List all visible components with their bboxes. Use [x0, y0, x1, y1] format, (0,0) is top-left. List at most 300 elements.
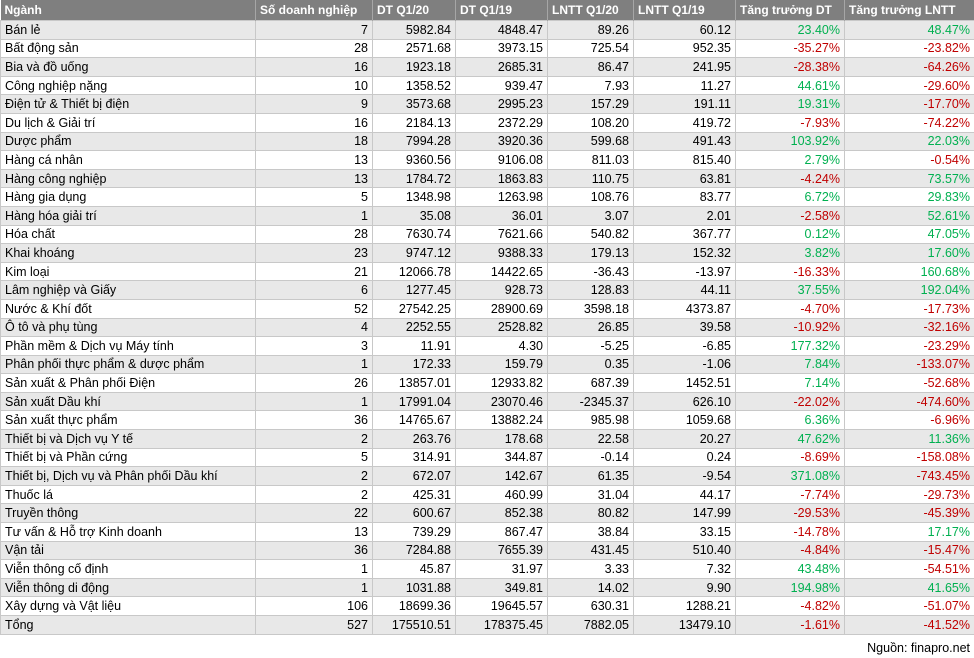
pretax-q1-20-cell: 38.84: [548, 523, 634, 542]
industry-cell: Bất động sản: [1, 39, 256, 58]
pretax-q1-20-cell: 179.13: [548, 244, 634, 263]
revenue-growth-cell: -16.33%: [736, 262, 845, 281]
revenue-q1-20-cell: 7284.88: [373, 541, 456, 560]
pretax-q1-20-cell: 540.82: [548, 225, 634, 244]
table-row: [1, 578, 974, 597]
company-count-cell: 6: [256, 281, 373, 300]
pretax-growth-cell: -54.51%: [845, 560, 974, 579]
company-count-cell: 13: [256, 151, 373, 170]
table-row: [1, 206, 974, 225]
industry-cell: Hàng công nghiệp: [1, 169, 256, 188]
table-row: [1, 225, 974, 244]
pretax-q1-19-cell: 815.40: [634, 151, 736, 170]
pretax-q1-20-cell: 3.33: [548, 560, 634, 579]
revenue-q1-20-cell: 314.91: [373, 448, 456, 467]
revenue-q1-20-cell: 425.31: [373, 485, 456, 504]
revenue-growth-cell: -4.70%: [736, 299, 845, 318]
revenue-q1-19-cell: 9106.08: [456, 151, 548, 170]
revenue-q1-20-cell: 1031.88: [373, 578, 456, 597]
pretax-growth-cell: 48.47%: [845, 21, 974, 40]
revenue-q1-19-cell: 939.47: [456, 76, 548, 95]
table-row: [1, 374, 974, 393]
header-tang-truong-lntt: Tăng trưởng LNTT: [845, 0, 974, 21]
company-count-cell: 527: [256, 616, 373, 635]
industry-cell: Nước & Khí đốt: [1, 299, 256, 318]
pretax-q1-20-cell: -36.43: [548, 262, 634, 281]
industry-cell: Phân phối thực phẩm & dược phẩm: [1, 355, 256, 374]
pretax-q1-19-cell: 63.81: [634, 169, 736, 188]
table-body: [1, 21, 974, 635]
revenue-q1-20-cell: 1358.52: [373, 76, 456, 95]
industry-cell: Bán lẻ: [1, 21, 256, 40]
pretax-growth-cell: -51.07%: [845, 597, 974, 616]
pretax-q1-19-cell: 83.77: [634, 188, 736, 207]
revenue-growth-cell: 6.36%: [736, 411, 845, 430]
industry-cell: Hóa chất: [1, 225, 256, 244]
revenue-growth-cell: -14.78%: [736, 523, 845, 542]
revenue-q1-19-cell: 3973.15: [456, 39, 548, 58]
pretax-q1-20-cell: 86.47: [548, 58, 634, 77]
revenue-growth-cell: 371.08%: [736, 467, 845, 486]
pretax-q1-19-cell: -1.06: [634, 355, 736, 374]
company-count-cell: 4: [256, 318, 373, 337]
company-count-cell: 1: [256, 560, 373, 579]
revenue-q1-20-cell: 600.67: [373, 504, 456, 523]
revenue-q1-19-cell: 867.47: [456, 523, 548, 542]
revenue-growth-cell: 37.55%: [736, 281, 845, 300]
industry-cell: Sản xuất Dầu khí: [1, 392, 256, 411]
revenue-growth-cell: -1.61%: [736, 616, 845, 635]
revenue-q1-19-cell: 2685.31: [456, 58, 548, 77]
revenue-growth-cell: -28.38%: [736, 58, 845, 77]
revenue-q1-20-cell: 17991.04: [373, 392, 456, 411]
revenue-q1-20-cell: 7630.74: [373, 225, 456, 244]
pretax-q1-19-cell: 13479.10: [634, 616, 736, 635]
pretax-q1-20-cell: 108.20: [548, 113, 634, 132]
pretax-q1-19-cell: 626.10: [634, 392, 736, 411]
industry-cell: Hàng cá nhân: [1, 151, 256, 170]
pretax-growth-cell: -15.47%: [845, 541, 974, 560]
industry-cell: Sản xuất & Phân phối Điện: [1, 374, 256, 393]
company-count-cell: 5: [256, 448, 373, 467]
industry-cell: Phần mềm & Dịch vụ Máy tính: [1, 337, 256, 356]
revenue-q1-20-cell: 172.33: [373, 355, 456, 374]
pretax-growth-cell: 47.05%: [845, 225, 974, 244]
revenue-growth-cell: -4.84%: [736, 541, 845, 560]
revenue-growth-cell: 3.82%: [736, 244, 845, 263]
revenue-growth-cell: -7.93%: [736, 113, 845, 132]
industry-cell: Viễn thông di động: [1, 578, 256, 597]
pretax-growth-cell: -17.73%: [845, 299, 974, 318]
pretax-q1-19-cell: 419.72: [634, 113, 736, 132]
table-row: [1, 430, 974, 449]
table-row: [1, 337, 974, 356]
pretax-q1-20-cell: 157.29: [548, 95, 634, 114]
revenue-q1-19-cell: 2372.29: [456, 113, 548, 132]
revenue-q1-20-cell: 2252.55: [373, 318, 456, 337]
revenue-q1-19-cell: 9388.33: [456, 244, 548, 263]
industry-cell: Hàng hóa giải trí: [1, 206, 256, 225]
company-count-cell: 5: [256, 188, 373, 207]
source-note: Nguồn: finapro.net: [867, 641, 970, 655]
table-row: [1, 58, 974, 77]
header-so-doanh-nghiep: Số doanh nghiệp: [256, 0, 373, 21]
pretax-growth-cell: -23.29%: [845, 337, 974, 356]
company-count-cell: 1: [256, 392, 373, 411]
table-row: [1, 467, 974, 486]
revenue-q1-20-cell: 14765.67: [373, 411, 456, 430]
revenue-growth-cell: 177.32%: [736, 337, 845, 356]
pretax-growth-cell: -52.68%: [845, 374, 974, 393]
revenue-q1-20-cell: 3573.68: [373, 95, 456, 114]
pretax-growth-cell: 17.17%: [845, 523, 974, 542]
table-row: [1, 76, 974, 95]
revenue-q1-20-cell: 9747.12: [373, 244, 456, 263]
pretax-growth-cell: -29.73%: [845, 485, 974, 504]
company-count-cell: 52: [256, 299, 373, 318]
revenue-growth-cell: -35.27%: [736, 39, 845, 58]
company-count-cell: 2: [256, 430, 373, 449]
pretax-q1-19-cell: 9.90: [634, 578, 736, 597]
header-dt-q1-20: DT Q1/20: [373, 0, 456, 21]
industry-cell: Vận tải: [1, 541, 256, 560]
header-dt-q1-19: DT Q1/19: [456, 0, 548, 21]
company-count-cell: 3: [256, 337, 373, 356]
table-row: [1, 318, 974, 337]
revenue-q1-20-cell: 11.91: [373, 337, 456, 356]
industry-cell: Xây dựng và Vật liệu: [1, 597, 256, 616]
revenue-q1-19-cell: 1263.98: [456, 188, 548, 207]
revenue-q1-20-cell: 5982.84: [373, 21, 456, 40]
pretax-q1-19-cell: 44.11: [634, 281, 736, 300]
revenue-q1-19-cell: 159.79: [456, 355, 548, 374]
pretax-q1-19-cell: 1452.51: [634, 374, 736, 393]
company-count-cell: 2: [256, 485, 373, 504]
revenue-q1-19-cell: 14422.65: [456, 262, 548, 281]
company-count-cell: 28: [256, 225, 373, 244]
pretax-q1-20-cell: 128.83: [548, 281, 634, 300]
pretax-q1-20-cell: 431.45: [548, 541, 634, 560]
pretax-q1-20-cell: 14.02: [548, 578, 634, 597]
pretax-q1-19-cell: 7.32: [634, 560, 736, 579]
company-count-cell: 28: [256, 39, 373, 58]
pretax-q1-20-cell: 89.26: [548, 21, 634, 40]
industry-cell: Sản xuất thực phẩm: [1, 411, 256, 430]
revenue-q1-19-cell: 36.01: [456, 206, 548, 225]
pretax-q1-19-cell: 367.77: [634, 225, 736, 244]
revenue-q1-20-cell: 1348.98: [373, 188, 456, 207]
pretax-q1-19-cell: 2.01: [634, 206, 736, 225]
table-row: [1, 21, 974, 40]
revenue-q1-19-cell: 7621.66: [456, 225, 548, 244]
pretax-growth-cell: 160.68%: [845, 262, 974, 281]
revenue-q1-20-cell: 2571.68: [373, 39, 456, 58]
company-count-cell: 16: [256, 113, 373, 132]
pretax-growth-cell: 11.36%: [845, 430, 974, 449]
revenue-q1-19-cell: 178375.45: [456, 616, 548, 635]
pretax-q1-19-cell: 491.43: [634, 132, 736, 151]
revenue-growth-cell: -8.69%: [736, 448, 845, 467]
company-count-cell: 9: [256, 95, 373, 114]
revenue-q1-19-cell: 928.73: [456, 281, 548, 300]
pretax-growth-cell: -74.22%: [845, 113, 974, 132]
revenue-q1-19-cell: 178.68: [456, 430, 548, 449]
pretax-q1-20-cell: 7.93: [548, 76, 634, 95]
revenue-growth-cell: -29.53%: [736, 504, 845, 523]
company-count-cell: 18: [256, 132, 373, 151]
revenue-growth-cell: -22.02%: [736, 392, 845, 411]
company-count-cell: 106: [256, 597, 373, 616]
pretax-q1-19-cell: 4373.87: [634, 299, 736, 318]
revenue-q1-20-cell: 9360.56: [373, 151, 456, 170]
pretax-q1-20-cell: 22.58: [548, 430, 634, 449]
pretax-q1-19-cell: -6.85: [634, 337, 736, 356]
table-row: [1, 188, 974, 207]
pretax-q1-19-cell: -9.54: [634, 467, 736, 486]
total-row: [1, 616, 974, 635]
table-row: [1, 262, 974, 281]
pretax-q1-19-cell: 33.15: [634, 523, 736, 542]
pretax-q1-20-cell: 725.54: [548, 39, 634, 58]
company-count-cell: 36: [256, 411, 373, 430]
revenue-q1-20-cell: 1784.72: [373, 169, 456, 188]
pretax-q1-20-cell: 110.75: [548, 169, 634, 188]
pretax-growth-cell: 22.03%: [845, 132, 974, 151]
revenue-q1-19-cell: 12933.82: [456, 374, 548, 393]
pretax-q1-20-cell: 108.76: [548, 188, 634, 207]
revenue-q1-19-cell: 349.81: [456, 578, 548, 597]
pretax-q1-19-cell: -13.97: [634, 262, 736, 281]
table-row: [1, 299, 974, 318]
company-count-cell: 23: [256, 244, 373, 263]
pretax-q1-19-cell: 952.35: [634, 39, 736, 58]
pretax-q1-19-cell: 0.24: [634, 448, 736, 467]
revenue-growth-cell: 19.31%: [736, 95, 845, 114]
pretax-q1-19-cell: 510.40: [634, 541, 736, 560]
pretax-q1-20-cell: -5.25: [548, 337, 634, 356]
header-lntt-q1-19: LNTT Q1/19: [634, 0, 736, 21]
revenue-growth-cell: 0.12%: [736, 225, 845, 244]
revenue-growth-cell: 23.40%: [736, 21, 845, 40]
revenue-growth-cell: 44.61%: [736, 76, 845, 95]
pretax-growth-cell: -743.45%: [845, 467, 974, 486]
pretax-q1-19-cell: 191.11: [634, 95, 736, 114]
pretax-growth-cell: -23.82%: [845, 39, 974, 58]
company-count-cell: 2: [256, 467, 373, 486]
header-row: [1, 0, 974, 21]
revenue-growth-cell: -10.92%: [736, 318, 845, 337]
revenue-q1-19-cell: 31.97: [456, 560, 548, 579]
pretax-q1-19-cell: 20.27: [634, 430, 736, 449]
table-row: [1, 541, 974, 560]
table-row: [1, 151, 974, 170]
revenue-q1-20-cell: 12066.78: [373, 262, 456, 281]
revenue-q1-19-cell: 1863.83: [456, 169, 548, 188]
table-row: [1, 95, 974, 114]
industry-cell: Khai khoáng: [1, 244, 256, 263]
revenue-q1-20-cell: 1277.45: [373, 281, 456, 300]
revenue-q1-20-cell: 2184.13: [373, 113, 456, 132]
revenue-q1-20-cell: 263.76: [373, 430, 456, 449]
revenue-growth-cell: -7.74%: [736, 485, 845, 504]
industry-cell: Bia và đồ uống: [1, 58, 256, 77]
pretax-q1-20-cell: 3.07: [548, 206, 634, 225]
industry-cell: Thuốc lá: [1, 485, 256, 504]
industry-cell: Điện tử & Thiết bị điện: [1, 95, 256, 114]
pretax-q1-20-cell: 630.31: [548, 597, 634, 616]
header-nganh: Ngành: [1, 0, 256, 21]
table-row: [1, 523, 974, 542]
company-count-cell: 13: [256, 523, 373, 542]
pretax-growth-cell: -133.07%: [845, 355, 974, 374]
revenue-growth-cell: -4.82%: [736, 597, 845, 616]
revenue-q1-20-cell: 739.29: [373, 523, 456, 542]
industry-cell: Lâm nghiệp và Giấy: [1, 281, 256, 300]
revenue-growth-cell: 47.62%: [736, 430, 845, 449]
industry-cell: Tổng: [1, 616, 256, 635]
industry-cell: Thiết bị và Dịch vụ Y tế: [1, 430, 256, 449]
table-row: [1, 281, 974, 300]
pretax-q1-19-cell: 44.17: [634, 485, 736, 504]
pretax-q1-20-cell: -2345.37: [548, 392, 634, 411]
pretax-q1-19-cell: 39.58: [634, 318, 736, 337]
revenue-q1-19-cell: 7655.39: [456, 541, 548, 560]
pretax-q1-20-cell: 687.39: [548, 374, 634, 393]
revenue-q1-20-cell: 18699.36: [373, 597, 456, 616]
pretax-growth-cell: -6.96%: [845, 411, 974, 430]
revenue-q1-19-cell: 344.87: [456, 448, 548, 467]
header-tang-truong-dt: Tăng trưởng DT: [736, 0, 845, 21]
pretax-growth-cell: -64.26%: [845, 58, 974, 77]
pretax-q1-20-cell: 31.04: [548, 485, 634, 504]
revenue-q1-19-cell: 2995.23: [456, 95, 548, 114]
revenue-q1-19-cell: 2528.82: [456, 318, 548, 337]
revenue-q1-20-cell: 27542.25: [373, 299, 456, 318]
table-row: [1, 132, 974, 151]
revenue-growth-cell: -4.24%: [736, 169, 845, 188]
pretax-q1-20-cell: 7882.05: [548, 616, 634, 635]
industry-cell: Thiết bị, Dịch vụ và Phân phối Dầu khí: [1, 467, 256, 486]
revenue-q1-19-cell: 142.67: [456, 467, 548, 486]
revenue-growth-cell: 43.48%: [736, 560, 845, 579]
pretax-growth-cell: -29.60%: [845, 76, 974, 95]
industry-cell: Thiết bị và Phần cứng: [1, 448, 256, 467]
pretax-q1-19-cell: 1288.21: [634, 597, 736, 616]
pretax-growth-cell: -41.52%: [845, 616, 974, 635]
revenue-q1-20-cell: 672.07: [373, 467, 456, 486]
revenue-growth-cell: 6.72%: [736, 188, 845, 207]
pretax-q1-19-cell: 241.95: [634, 58, 736, 77]
pretax-growth-cell: -32.16%: [845, 318, 974, 337]
pretax-q1-19-cell: 152.32: [634, 244, 736, 263]
company-count-cell: 7: [256, 21, 373, 40]
revenue-growth-cell: 2.79%: [736, 151, 845, 170]
company-count-cell: 21: [256, 262, 373, 281]
table-row: [1, 560, 974, 579]
revenue-q1-19-cell: 19645.57: [456, 597, 548, 616]
company-count-cell: 36: [256, 541, 373, 560]
pretax-growth-cell: -474.60%: [845, 392, 974, 411]
industry-cell: Ô tô và phụ tùng: [1, 318, 256, 337]
revenue-growth-cell: 7.84%: [736, 355, 845, 374]
company-count-cell: 26: [256, 374, 373, 393]
revenue-q1-19-cell: 28900.69: [456, 299, 548, 318]
pretax-q1-19-cell: 147.99: [634, 504, 736, 523]
table-row: [1, 169, 974, 188]
industry-cell: Viễn thông cố định: [1, 560, 256, 579]
revenue-q1-20-cell: 35.08: [373, 206, 456, 225]
table-row: [1, 597, 974, 616]
table-row: [1, 485, 974, 504]
pretax-q1-19-cell: 1059.68: [634, 411, 736, 430]
pretax-q1-19-cell: 11.27: [634, 76, 736, 95]
company-count-cell: 10: [256, 76, 373, 95]
pretax-growth-cell: 52.61%: [845, 206, 974, 225]
pretax-growth-cell: -158.08%: [845, 448, 974, 467]
revenue-q1-20-cell: 7994.28: [373, 132, 456, 151]
revenue-growth-cell: 7.14%: [736, 374, 845, 393]
revenue-q1-20-cell: 13857.01: [373, 374, 456, 393]
revenue-q1-20-cell: 45.87: [373, 560, 456, 579]
pretax-growth-cell: -45.39%: [845, 504, 974, 523]
company-count-cell: 16: [256, 58, 373, 77]
company-count-cell: 1: [256, 206, 373, 225]
industry-cell: Tư vấn & Hỗ trợ Kinh doanh: [1, 523, 256, 542]
pretax-q1-20-cell: 985.98: [548, 411, 634, 430]
revenue-q1-19-cell: 13882.24: [456, 411, 548, 430]
table-row: [1, 39, 974, 58]
revenue-q1-20-cell: 1923.18: [373, 58, 456, 77]
table-row: [1, 448, 974, 467]
pretax-q1-20-cell: 0.35: [548, 355, 634, 374]
pretax-q1-20-cell: 80.82: [548, 504, 634, 523]
table-row: [1, 411, 974, 430]
pretax-q1-20-cell: -0.14: [548, 448, 634, 467]
pretax-q1-20-cell: 599.68: [548, 132, 634, 151]
company-count-cell: 1: [256, 578, 373, 597]
revenue-q1-19-cell: 4.30: [456, 337, 548, 356]
table-row: [1, 113, 974, 132]
industry-cell: Công nghiệp nặng: [1, 76, 256, 95]
revenue-q1-19-cell: 852.38: [456, 504, 548, 523]
revenue-q1-20-cell: 175510.51: [373, 616, 456, 635]
pretax-q1-20-cell: 811.03: [548, 151, 634, 170]
pretax-growth-cell: 41.65%: [845, 578, 974, 597]
industry-cell: Truyền thông: [1, 504, 256, 523]
table-row: [1, 504, 974, 523]
revenue-q1-19-cell: 460.99: [456, 485, 548, 504]
pretax-q1-20-cell: 3598.18: [548, 299, 634, 318]
table-row: [1, 244, 974, 263]
pretax-growth-cell: 73.57%: [845, 169, 974, 188]
revenue-growth-cell: 194.98%: [736, 578, 845, 597]
industry-cell: Hàng gia dụng: [1, 188, 256, 207]
company-count-cell: 13: [256, 169, 373, 188]
industry-cell: Du lịch & Giải trí: [1, 113, 256, 132]
pretax-q1-19-cell: 60.12: [634, 21, 736, 40]
industry-cell: Kim loại: [1, 262, 256, 281]
header-lntt-q1-20: LNTT Q1/20: [548, 0, 634, 21]
industry-cell: Dược phẩm: [1, 132, 256, 151]
revenue-growth-cell: -2.58%: [736, 206, 845, 225]
pretax-q1-20-cell: 61.35: [548, 467, 634, 486]
table-row: [1, 392, 974, 411]
pretax-growth-cell: -0.54%: [845, 151, 974, 170]
company-count-cell: 22: [256, 504, 373, 523]
revenue-growth-cell: 103.92%: [736, 132, 845, 151]
table-row: [1, 355, 974, 374]
pretax-q1-20-cell: 26.85: [548, 318, 634, 337]
